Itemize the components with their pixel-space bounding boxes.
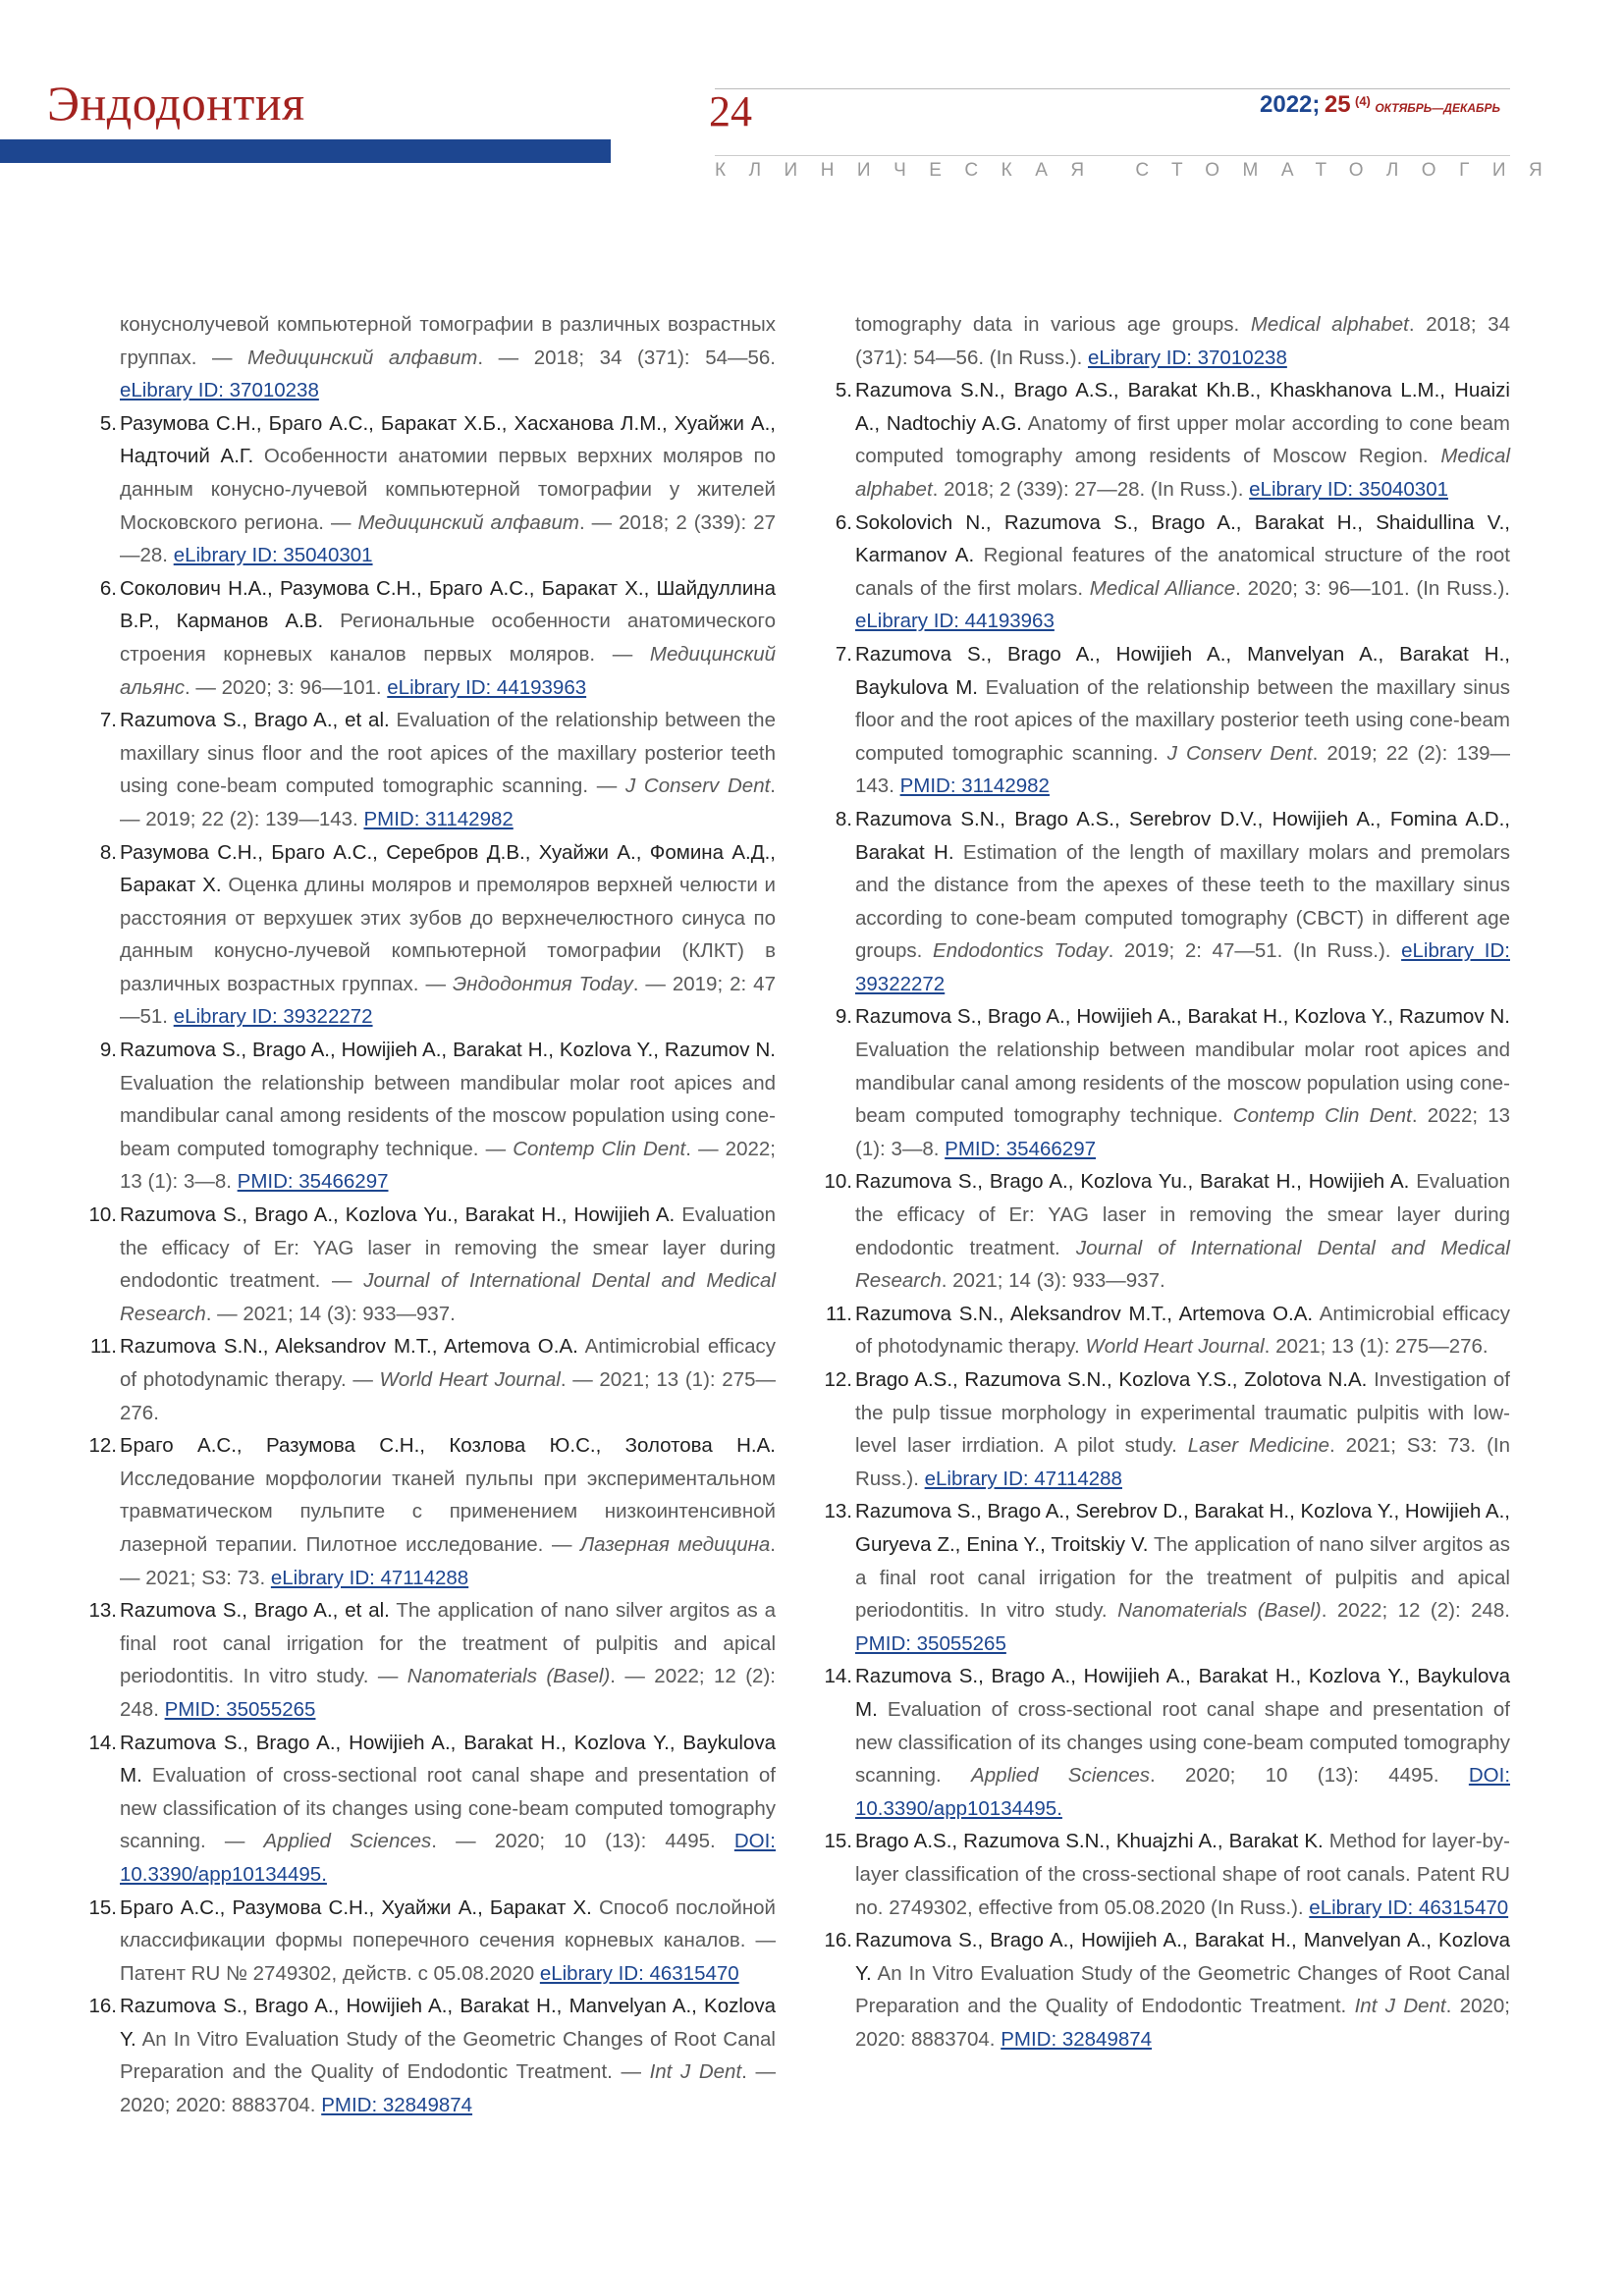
issue-months: ОКТЯБРЬ—ДЕКАБРЬ <box>1375 101 1500 115</box>
reference-number: 8. <box>99 840 117 864</box>
reference-source: Медицинский алфавит <box>357 510 579 534</box>
reference-link[interactable]: eLibrary ID: 37010238 <box>1087 346 1287 369</box>
reference-item <box>99 704 776 835</box>
reference-text: tomography data in various age groups. <box>855 313 1251 336</box>
reference-number: 14. <box>88 1731 117 1754</box>
reference-number: 12. <box>824 1368 852 1391</box>
reference-authors: Razumova S., Brago A., Howijieh A., Barakat H., Kozlova Y., Razumov N. <box>120 1039 776 1062</box>
reference-source: Medical alphabet <box>855 445 1510 501</box>
reference-link[interactable]: eLibrary ID: 47114288 <box>924 1467 1122 1490</box>
reference-number: 12. <box>88 1434 117 1458</box>
reference-link[interactable]: eLibrary ID: 44193963 <box>387 675 587 699</box>
reference-link[interactable]: eLibrary ID: 35040301 <box>1249 477 1448 501</box>
issue-volume: 25 <box>1324 91 1351 118</box>
reference-title: Исследование морфологии тканей пульпы при экспериментальном травматическом пульпите с применением низкоинтенсивной лазерной терапии. Пилотное исследование. — <box>120 1467 776 1556</box>
reference-authors: Brago A.S., Razumova S.N., Kozlova Y.S., Zolotova N.A. <box>855 1368 1368 1391</box>
reference-number: 10. <box>824 1170 852 1194</box>
reference-details: . 2021; S3: 73. (In Russ.). <box>855 1434 1510 1490</box>
reference-details: . 2018; 34 (371): 54—56. (In Russ.). <box>855 313 1510 369</box>
issue-year: 2022; <box>1260 91 1321 118</box>
reference-number: 8. <box>835 807 852 830</box>
reference-item <box>88 1429 776 1594</box>
reference-number: 16. <box>88 1995 117 2018</box>
reference-authors: Разумова С.Н., Браго А.С., Серебров Д.В., Хуайжи А., Фомина А.Д., Баракат Х. <box>120 840 776 897</box>
reference-link[interactable]: eLibrary ID: 35040301 <box>173 544 373 567</box>
reference-authors: Razumova S.N., Aleksandrov M.T., Artemova O.A. <box>855 1302 1314 1325</box>
reference-item <box>99 836 777 1035</box>
reference-source: J Conserv Dent <box>1166 741 1313 765</box>
reference-item <box>835 374 1510 506</box>
reference-list-english <box>824 308 1511 2056</box>
reference-number: 11. <box>90 1335 117 1359</box>
reference-source: J Conserv Dent <box>624 774 771 798</box>
reference-details: . 2021; 14 (3): 933—937. <box>941 1269 1165 1293</box>
reference-number: 11. <box>826 1302 852 1325</box>
reference-source: Медицинский альянс <box>120 642 776 699</box>
reference-link[interactable]: PMID: 32849874 <box>321 2094 473 2117</box>
reference-authors: Razumova S., Brago A., et al. <box>120 709 390 732</box>
reference-continuation <box>120 308 776 407</box>
reference-details: . 2022; 12 (2): 248. <box>1321 1599 1510 1623</box>
reference-title: Evaluation of cross-sectional root canal shape and presentation of new classification of its changes using cone-beam computed tomography scanning. <box>855 1697 1510 1788</box>
reference-number: 7. <box>835 642 852 666</box>
reference-number: 9. <box>99 1039 117 1062</box>
reference-source: Int J Dent <box>649 2060 742 2084</box>
reference-details: . — 2021; 14 (3): 933—937. <box>205 1302 456 1325</box>
reference-item <box>835 803 1510 1001</box>
reference-link[interactable]: DOI: 10.3390/app10134495. <box>855 1764 1511 1820</box>
reference-details: . — 2019; 22 (2): 139—143. <box>120 774 776 830</box>
reference-source: Contemp Clin Dent <box>513 1137 686 1160</box>
reference-source: Медицинский алфавит <box>247 346 478 369</box>
reference-link[interactable]: eLibrary ID: 46315470 <box>1309 1896 1509 1919</box>
reference-authors: Razumova S., Brago A., Howijieh A., Manvelyan A., Barakat H., Baykulova M. <box>855 642 1510 699</box>
reference-link[interactable]: PMID: 31142982 <box>363 807 514 830</box>
reference-details: . 2019; 22 (2): 139—143. <box>855 741 1511 798</box>
reference-title: Evaluation the efficacy of Er: YAG laser in removing the smear layer during endodontic treatment. — <box>120 1203 776 1293</box>
reference-details: . 2018; 2 (339): 27—28. (In Russ.). <box>932 477 1250 501</box>
reference-authors: Razumova S., Brago A., Kozlova Yu., Barakat H., Howijieh A. <box>855 1170 1410 1194</box>
reference-link[interactable]: PMID: 35055265 <box>164 1697 316 1721</box>
reference-item <box>824 1660 1511 1825</box>
reference-authors: Razumova S., Brago A., Howijieh A., Barakat H., Manvelyan A., Kozlova Y. <box>855 1929 1510 1985</box>
reference-title: Оценка длины моляров и премоляров верхней челюсти и расстояния от верхушек этих зубов до верхнечелюстного синуса по данным конусно-лучевой компьютерной томографии (КЛКТ) в различных возрастных группах. — <box>120 874 777 995</box>
reference-item <box>88 1892 776 1991</box>
reference-details: . 2021; 13 (1): 275—276. <box>1264 1335 1489 1359</box>
reference-item <box>88 1727 777 1892</box>
reference-title: The application of nano silver argitos as a final root canal irrigation for the treatment of pulpitis and apical periodontitis. In vitro study. <box>855 1532 1510 1623</box>
reference-link[interactable]: eLibrary ID: 46315470 <box>539 1961 739 1985</box>
reference-link[interactable]: PMID: 35055265 <box>855 1631 1006 1655</box>
reference-details: . — 2022; 13 (1): 3—8. <box>120 1137 776 1194</box>
reference-source: Int J Dent <box>1354 1995 1446 2018</box>
reference-details: . — 2018; 2 (339): 27—28. <box>120 510 777 567</box>
reference-number: 15. <box>824 1830 852 1853</box>
reference-details: . — 2018; 34 (371): 54—56. <box>477 346 776 369</box>
reference-link[interactable]: PMID: 35466297 <box>945 1137 1096 1160</box>
reference-title: Regional features of the anatomical structure of the root canals of the first molars. <box>855 544 1510 600</box>
reference-authors: Razumova S., Brago A., Kozlova Yu., Barakat H., Howijieh A. <box>120 1203 676 1227</box>
header-divider-top <box>715 88 1510 89</box>
reference-continuation <box>855 308 1510 374</box>
reference-details: . — 2020; 10 (13): 4495. <box>431 1830 734 1853</box>
reference-item <box>835 1000 1510 1165</box>
reference-source: Лазерная медицина <box>580 1532 771 1556</box>
reference-title: Method for layer-by-layer classification of the cross-sectional shape of root canals. Patent RU no. 2749302, effective from 05.08.2020 (In Russ.). <box>855 1830 1511 1919</box>
reference-number: 14. <box>824 1665 852 1688</box>
issue-info <box>1260 93 1500 117</box>
reference-authors: Разумова С.Н., Браго А.С., Баракат Х.Б., Хасханова Л.М., Хуайжи А., Надточий А.Г. <box>120 411 776 468</box>
reference-link[interactable]: eLibrary ID: 47114288 <box>270 1566 469 1589</box>
reference-details: . — 2021; S3: 73. <box>120 1532 776 1589</box>
reference-authors: Razumova S., Brago A., et al. <box>120 1599 390 1623</box>
reference-source: Эндодонтия Today <box>452 972 633 995</box>
issue-number: (4) <box>1355 93 1371 109</box>
reference-item <box>88 1594 777 1726</box>
reference-source: Applied Sciences <box>971 1764 1150 1788</box>
reference-authors: Razumova S.N., Brago A.S., Barakat Kh.B., Khaskhanova L.M., Huaizi A., Nadtochiy A.G. <box>855 379 1510 435</box>
reference-text: конуснолучевой компьютерной томографии в различных возрастных группах. — <box>120 313 776 369</box>
reference-title: Evaluation the efficacy of Er: YAG laser in removing the smear layer during endodontic treatment. <box>855 1170 1510 1259</box>
reference-title: Evaluation the relationship between mandibular molar root apices and mandibular canal among residents of the moscow population using cone-beam computed tomography technique. <box>855 1039 1510 1128</box>
reference-item <box>99 1034 776 1199</box>
reference-details: . — 2020; 2020: 8883704. <box>120 2060 776 2117</box>
section-title: Эндодонтия <box>47 76 305 131</box>
reference-title: Способ послойной классификации формы поперечного сечения корневых каналов. — Патент RU № 2749302, действ. с 05.08.2020 <box>120 1896 776 1985</box>
reference-authors: Razumova S., Brago A., Howijieh A., Barakat H., Manvelyan A., Kozlova Y. <box>120 1995 776 2051</box>
reference-item <box>99 407 777 572</box>
reference-title: Antimicrobial efficacy of photodynamic therapy. — <box>120 1335 776 1391</box>
reference-title: Evaluation of cross-sectional root canal shape and presentation of new classification of its changes using cone-beam computed tomography scanning. — <box>120 1764 776 1853</box>
reference-title: Estimation of the length of maxillary molars and premolars and the distance from the apexes of these teeth to the maxillary sinus according to cone-beam computed tomography (CBCT) in different age groups. <box>855 840 1510 963</box>
reference-title: Региональные особенности анатомического строения корневых каналов первых моляров. — <box>120 610 776 666</box>
reference-number: 5. <box>835 379 852 402</box>
header-divider-bottom <box>715 155 1510 156</box>
reference-authors: Razumova S., Brago A., Serebrov D., Barakat H., Kozlova Y., Howijieh A., Guryeva Z., Enina Y., Troitskiy V. <box>855 1500 1510 1556</box>
page-number: 24 <box>709 87 752 135</box>
reference-title: Investigation of the pulp tissue morphology in experimental traumatic pulpitis with low-level laser irrdiation. A pilot study. <box>855 1368 1510 1458</box>
reference-details: . — 2019; 2: 47—51. <box>120 972 776 1029</box>
reference-authors: Razumova S., Brago A., Howijieh A., Barakat H., Kozlova Y., Razumov N. <box>855 1005 1510 1029</box>
reference-source: World Heart Journal <box>1085 1335 1265 1359</box>
reference-link[interactable]: DOI: 10.3390/app10134495. <box>120 1830 777 1886</box>
reference-source: Laser Medicine <box>1187 1434 1330 1458</box>
reference-link[interactable]: eLibrary ID: 37010238 <box>120 379 319 402</box>
reference-link[interactable]: eLibrary ID: 44193963 <box>855 610 1055 633</box>
reference-details: . 2022; 13 (1): 3—8. <box>855 1104 1510 1160</box>
reference-link[interactable]: eLibrary ID: 39322272 <box>855 939 1510 995</box>
reference-source: Medical Alliance <box>1089 576 1236 600</box>
reference-number: 10. <box>88 1203 117 1227</box>
reference-title: Evaluation of the relationship between the maxillary sinus floor and the root apices of the maxillary posterior teeth using cone-beam computed tomographic scanning. — <box>120 709 776 798</box>
reference-authors: Razumova S., Brago A., Howijieh A., Barakat H., Kozlova Y., Baykulova M. <box>120 1731 776 1788</box>
reference-title: Особенности анатомии первых верхних моляров по данным конусно-лучевой компьютерной томографии у жителей Московского региона. — <box>120 445 776 534</box>
reference-link[interactable]: PMID: 35466297 <box>237 1170 389 1194</box>
reference-source: Applied Sciences <box>263 1830 432 1853</box>
reference-item <box>90 1330 776 1429</box>
reference-authors: Sokolovich N., Razumova S., Brago A., Barakat H., Shaidullina V., Karmanov A. <box>855 510 1510 567</box>
reference-item <box>824 1165 1510 1297</box>
reference-details: . 2020; 10 (13): 4495. <box>1150 1764 1469 1788</box>
reference-item <box>88 1990 776 2121</box>
reference-item <box>824 1363 1510 1495</box>
reference-source: Journal of International Dental and Medical Research <box>120 1269 776 1325</box>
reference-source: Nanomaterials (Basel) <box>1117 1599 1322 1623</box>
reference-number: 15. <box>88 1896 117 1919</box>
reference-details: . — 2021; 13 (1): 275—276. <box>120 1368 776 1424</box>
reference-title: An In Vitro Evaluation Study of the Geometric Changes of Root Canal Preparation and the Quality of Endodontic Treatment. — <box>120 2027 776 2084</box>
reference-title: The application of nano silver argitos as a final root canal irrigation for the treatment of pulpitis and apical periodontitis. In vitro study. — <box>120 1599 777 1688</box>
reference-source: Contemp Clin Dent <box>1232 1104 1412 1128</box>
reference-item <box>824 1924 1510 2056</box>
page-header <box>0 0 1624 196</box>
reference-link[interactable]: PMID: 32849874 <box>1001 2027 1153 2051</box>
reference-title: Anatomy of first upper molar according to cone beam computed tomography among residents of Moscow Region. <box>855 411 1510 468</box>
reference-details: . 2019; 2: 47—51. (In Russ.). <box>1108 939 1402 963</box>
reference-source: World Heart Journal <box>379 1368 561 1391</box>
reference-source: Nanomaterials (Basel) <box>406 1665 611 1688</box>
reference-number: 9. <box>835 1005 852 1029</box>
journal-name: КЛИНИЧЕСКАЯ СТОМАТОЛОГИЯ <box>715 160 1566 181</box>
reference-source: Journal of International Dental and Medical Research <box>855 1236 1510 1293</box>
reference-item <box>824 1495 1510 1660</box>
reference-number: 6. <box>835 510 852 534</box>
reference-source: Medical alphabet <box>1250 313 1409 336</box>
reference-number: 13. <box>88 1599 117 1623</box>
reference-title: Evaluation of the relationship between the maxillary sinus floor and the root apices of the maxillary posterior teeth using cone-beam computed tomographic scanning. <box>855 675 1510 765</box>
reference-item <box>824 1825 1511 1924</box>
reference-item <box>835 638 1511 803</box>
reference-number: 16. <box>824 1929 852 1952</box>
header-accent-bar <box>0 139 611 163</box>
reference-details: . 2020; 2020: 8883704. <box>855 1995 1510 2051</box>
reference-title: Evaluation the relationship between mandibular molar root apices and mandibular canal among residents of the moscow population using cone-beam computed tomography technique. — <box>120 1071 776 1160</box>
reference-details: . — 2022; 12 (2): 248. <box>120 1665 776 1721</box>
reference-number: 13. <box>824 1500 852 1523</box>
reference-number: 7. <box>99 709 117 732</box>
reference-details: . — 2020; 3: 96—101. <box>185 675 388 699</box>
reference-item <box>99 572 776 704</box>
reference-number: 5. <box>99 411 117 435</box>
reference-list-russian <box>88 308 777 2122</box>
reference-title: Antimicrobial efficacy of photodynamic therapy. <box>855 1302 1510 1359</box>
reference-item <box>826 1298 1510 1363</box>
reference-authors: Соколович Н.А., Разумова С.Н., Браго А.С., Баракат Х., Шайдуллина В.Р., Карманов А.В. <box>120 576 776 633</box>
reference-link[interactable]: PMID: 31142982 <box>899 774 1050 798</box>
reference-authors: Razumova S., Brago A., Howijieh A., Barakat H., Kozlova Y., Baykulova M. <box>855 1665 1510 1721</box>
reference-authors: Браго А.С., Разумова С.Н., Козлова Ю.С., Золотова Н.А. <box>120 1434 776 1458</box>
reference-item <box>835 507 1510 638</box>
reference-authors: Браго А.С., Разумова С.Н., Хуайжи А., Баракат Х. <box>120 1896 592 1919</box>
reference-link[interactable]: eLibrary ID: 39322272 <box>173 1005 373 1029</box>
reference-authors: Razumova S.N., Aleksandrov M.T., Artemova O.A. <box>120 1335 578 1359</box>
reference-number: 6. <box>99 576 117 600</box>
reference-authors: Razumova S.N., Brago A.S., Serebrov D.V., Howijieh A., Fomina A.D., Barakat H. <box>855 807 1510 864</box>
reference-authors: Brago A.S., Razumova S.N., Khuajzhi A., Barakat K. <box>855 1830 1324 1853</box>
reference-title: An In Vitro Evaluation Study of the Geometric Changes of Root Canal Preparation and the Quality of Endodontic Treatment. <box>855 1961 1510 2018</box>
reference-details: . 2020; 3: 96—101. (In Russ.). <box>1235 576 1510 600</box>
reference-item <box>88 1199 776 1330</box>
reference-source: Endodontics Today <box>933 939 1109 963</box>
